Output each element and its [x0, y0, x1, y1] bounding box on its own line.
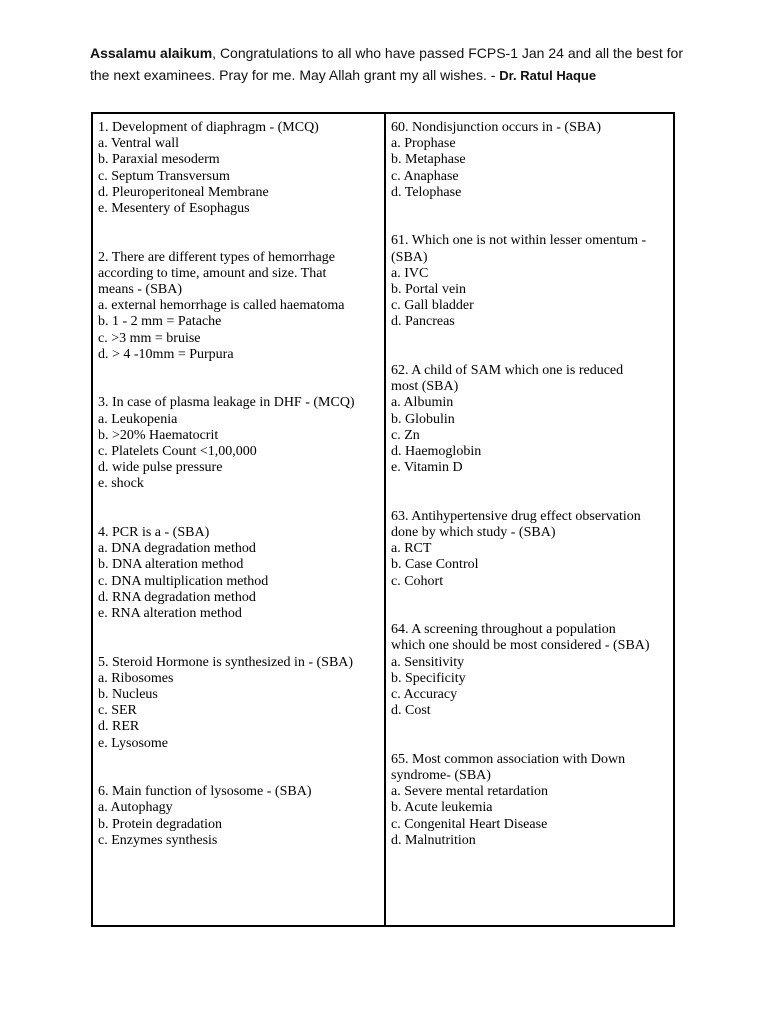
question-line: b. Protein degradation [98, 816, 223, 832]
question-block [391, 120, 673, 201]
question-line: which one should be most considered - (SBA) [391, 638, 650, 654]
question-line: d. > 4 -10mm = Purpura [98, 346, 234, 362]
question-text: 60. Nondisjunction occurs in - (SBA) [391, 120, 601, 135]
question-text: 3. In case of plasma leakage in DHF - (MCQ) [98, 395, 355, 411]
question-line: c. Enzymes synthesis [98, 832, 218, 848]
question-line: a. Sensitivity [391, 654, 465, 670]
question-line: c. SER [98, 703, 137, 719]
question-block [391, 509, 673, 590]
question-line: a. Ribosomes [98, 670, 174, 686]
question-block [98, 525, 384, 622]
question-line: (SBA) [391, 249, 428, 265]
question-text: 4. PCR is a - (SBA) [98, 525, 210, 541]
question-spacer [391, 331, 673, 363]
question-line: d. Malnutrition [391, 832, 476, 848]
question-line: a. DNA degradation method [98, 541, 256, 557]
question-line: c. Anaphase [391, 168, 459, 184]
question-line: a. RCT [391, 541, 432, 557]
question-block [391, 233, 673, 330]
question-block [391, 363, 673, 476]
question-text: 2. There are different types of hemorrhage [98, 249, 335, 265]
question-line: b. Metaphase [391, 152, 466, 168]
question-line: a. Severe mental retardation [391, 784, 549, 800]
question-spacer [391, 201, 673, 233]
question-line: c. Accuracy [391, 687, 458, 703]
question-line: c. DNA multiplication method [98, 573, 269, 589]
question-line: a. Albumin [391, 395, 454, 411]
question-line: b. >20% Haematocrit [98, 427, 219, 443]
question-line: e. Lysosome [98, 735, 168, 751]
question-line: e. RNA alteration method [98, 606, 242, 622]
question-block [391, 622, 673, 719]
question-line: d. Pancreas [391, 314, 455, 330]
question-spacer [391, 719, 673, 751]
question-text: 65. Most common association with Down [391, 751, 626, 767]
question-line: c. Cohort [391, 573, 444, 589]
question-line: b. Globulin [391, 411, 455, 427]
question-spacer [98, 752, 384, 784]
question-text: 62. A child of SAM which one is reduced [391, 363, 624, 379]
question-line: most (SBA) [391, 379, 459, 395]
intro-message-line2: the next examinees. Pray for me. May Allah grant my all wishes. - [90, 67, 500, 83]
question-line: d. Cost [391, 703, 431, 719]
intro-paragraph [90, 42, 690, 87]
question-line: c. Platelets Count <1,00,000 [98, 444, 257, 460]
question-line: c. Zn [391, 427, 420, 443]
question-line: a. Leukopenia [98, 411, 178, 427]
question-line: d. RNA degradation method [98, 589, 256, 605]
question-table [91, 112, 675, 927]
question-line: d. wide pulse pressure [98, 460, 223, 476]
question-block [98, 784, 384, 849]
question-line: a. external hemorrhage is called haematoma [98, 298, 345, 314]
question-spacer [391, 476, 673, 508]
question-line: a. IVC [391, 265, 429, 281]
question-text: 6. Main function of lysosome - (SBA) [98, 784, 312, 800]
signature-text: Dr. Ratul Haque [499, 68, 597, 83]
question-block [98, 250, 384, 363]
question-spacer [391, 590, 673, 622]
question-line: b. 1 - 2 mm = Patache [98, 314, 222, 330]
question-block [98, 655, 384, 752]
question-line: c. Congenital Heart Disease [391, 816, 548, 832]
question-text: 64. A screening throughout a population [391, 622, 616, 638]
question-spacer [98, 217, 384, 249]
question-line: b. Acute leukemia [391, 800, 493, 816]
question-line: b. Case Control [391, 557, 479, 573]
question-line: a. Prophase [391, 136, 456, 152]
question-text: 63. Antihypertensive drug effect observation [391, 508, 641, 524]
question-spacer [98, 622, 384, 654]
question-line: syndrome- (SBA) [391, 768, 491, 784]
question-line: e. Mesentery of Esophagus [98, 201, 250, 217]
question-line: according to time, amount and size. That [98, 265, 327, 281]
question-line: b. Nucleus [98, 687, 158, 703]
question-line: c. Gall bladder [391, 298, 474, 314]
question-spacer [98, 493, 384, 525]
question-line: means - (SBA) [98, 282, 182, 298]
question-text: 5. Steroid Hormone is synthesized in - (SBA) [98, 654, 354, 670]
question-block [98, 395, 384, 492]
question-line: d. RER [98, 719, 140, 735]
question-line: d. Telophase [391, 184, 462, 200]
question-line: d. Pleuroperitoneal Membrane [98, 184, 269, 200]
question-text: 1. Development of diaphragm - (MCQ) [98, 120, 319, 135]
question-line: e. shock [98, 476, 144, 492]
question-line: b. Portal vein [391, 282, 467, 298]
question-line: b. Specificity [391, 670, 466, 686]
question-line: a. Autophagy [98, 800, 173, 816]
question-block [98, 120, 384, 217]
right-question-column [386, 114, 673, 925]
question-line: a. Ventral wall [98, 136, 179, 152]
question-line: c. >3 mm = bruise [98, 330, 201, 346]
greeting-text: Assalamu alaikum [90, 45, 213, 61]
left-question-column [93, 114, 386, 925]
question-spacer [98, 363, 384, 395]
question-text: 61. Which one is not within lesser omentum - [391, 233, 647, 249]
question-line: b. Paraxial mesoderm [98, 152, 220, 168]
question-block [391, 752, 673, 849]
question-line: b. DNA alteration method [98, 557, 244, 573]
question-line: e. Vitamin D [391, 460, 463, 476]
question-line: d. Haemoglobin [391, 444, 482, 460]
question-line: done by which study - (SBA) [391, 525, 556, 541]
question-line: c. Septum Transversum [98, 168, 230, 184]
intro-message-line1: , Congratulations to all who have passed FCPS-1 Jan 24 and all the best for [212, 45, 684, 61]
